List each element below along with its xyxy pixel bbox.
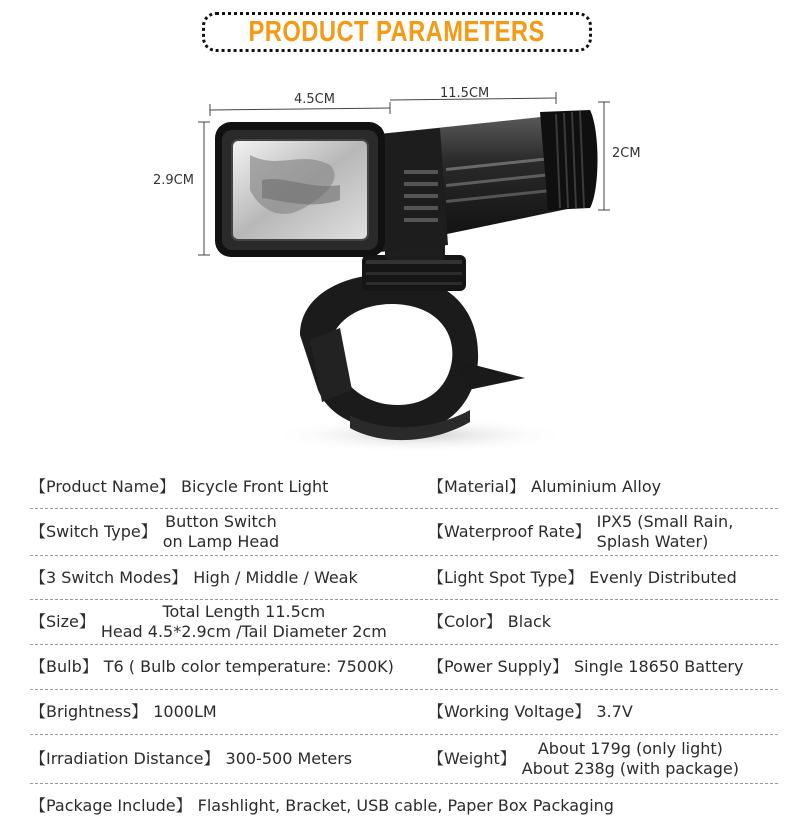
spec-value	[508, 612, 551, 632]
spec-value	[597, 512, 734, 552]
spec-value	[531, 477, 661, 497]
spec-cell	[30, 509, 279, 555]
spec-cell	[428, 509, 733, 555]
spec-value	[104, 657, 394, 677]
spec-label: 【Product Name】	[30, 477, 176, 496]
spec-label: 【Size】	[30, 612, 95, 631]
spec-value-line: Black	[507, 612, 552, 631]
spec-cell	[428, 690, 633, 734]
spec-value-line: About 238g (with package)	[521, 759, 739, 778]
spec-value-line: Button Switch	[165, 512, 277, 531]
spec-cell	[30, 784, 614, 828]
spec-value	[153, 702, 216, 722]
dimension-body-length: 11.5CM	[440, 86, 490, 101]
spec-row	[30, 690, 778, 735]
spec-cell	[30, 600, 387, 644]
title-banner	[202, 12, 592, 52]
dimension-head-width: 4.5CM	[294, 92, 335, 107]
spec-table	[30, 466, 778, 828]
spec-row	[30, 600, 778, 645]
spec-value	[198, 796, 614, 816]
spec-cell	[428, 556, 737, 599]
spec-label: 【Brightness】	[30, 702, 148, 721]
spec-value-line: Total Length 11.5cm	[162, 602, 326, 621]
spec-cell	[30, 466, 328, 508]
spec-value-line: Flashlight, Bracket, USB cable, Paper Box Packaging	[197, 796, 614, 815]
spec-value	[589, 568, 737, 588]
spec-label: 【Waterproof Rate】	[428, 522, 591, 541]
spec-label: 【3 Switch Modes】	[30, 567, 188, 587]
dimension-head-height: 2.9CM	[153, 173, 194, 188]
spec-value-line: T6 ( Bulb color temperature: 7500K)	[103, 657, 394, 676]
page-title: PRODUCT PARAMETERS	[248, 15, 546, 48]
spec-value-line: Bicycle Front Light	[181, 477, 329, 496]
spec-row	[30, 556, 778, 600]
spec-cell	[428, 466, 661, 508]
lamp-head	[215, 122, 385, 257]
spec-value-line: 1000LM	[153, 702, 217, 721]
spec-row	[30, 645, 778, 690]
spec-value-line: Aluminium Alloy	[531, 477, 662, 496]
spec-value	[193, 568, 358, 588]
spec-value-line: Evenly Distributed	[589, 567, 737, 587]
spec-value-line: About 179g (only light)	[537, 739, 723, 758]
spec-label: 【Switch Type】	[30, 522, 157, 541]
spec-value-line: High / Middle / Weak	[193, 567, 358, 587]
spec-value-line: Head 4.5*2.9cm /Tail Diameter 2cm	[100, 622, 387, 641]
spec-row	[30, 466, 778, 509]
spec-cell	[30, 556, 358, 599]
spec-label: 【Color】	[428, 612, 502, 631]
spec-value	[574, 657, 743, 677]
spec-label: 【Material】	[428, 477, 526, 496]
spec-value	[226, 749, 353, 769]
spec-label: 【Light Spot Type】	[428, 567, 584, 587]
handlebar-bracket	[300, 274, 525, 440]
spec-value-line: 300-500 Meters	[225, 749, 353, 768]
product-photo	[0, 60, 801, 460]
spec-row	[30, 735, 778, 784]
spec-value-line: 3.7V	[596, 702, 633, 721]
spec-cell	[30, 645, 394, 689]
spec-label: 【Package Include】	[30, 796, 192, 815]
spec-row	[30, 509, 778, 556]
spec-value	[163, 512, 279, 552]
spec-label: 【Working Voltage】	[428, 702, 591, 721]
spec-label: 【Bulb】	[30, 657, 98, 676]
spec-value	[596, 702, 632, 722]
spec-value	[181, 477, 328, 497]
spec-cell	[30, 735, 352, 783]
spec-row	[30, 784, 778, 828]
spec-cell	[428, 735, 739, 783]
spec-value	[101, 602, 387, 642]
spec-cell	[428, 645, 743, 689]
spec-value-line: Splash Water)	[596, 532, 709, 551]
spec-label: 【Irradiation Distance】	[30, 749, 220, 768]
light-body	[370, 110, 598, 252]
spec-value	[522, 739, 739, 779]
spec-value-line: IPX5 (Small Rain,	[596, 512, 734, 531]
dimension-tail-diameter: 2CM	[612, 146, 641, 161]
spec-label: 【Power Supply】	[428, 657, 568, 676]
spec-value-line: on Lamp Head	[162, 532, 280, 551]
spec-cell	[428, 600, 551, 644]
spec-cell	[30, 690, 217, 734]
spec-label: 【Weight】	[428, 749, 516, 768]
spec-value-line: Single 18650 Battery	[574, 657, 744, 676]
